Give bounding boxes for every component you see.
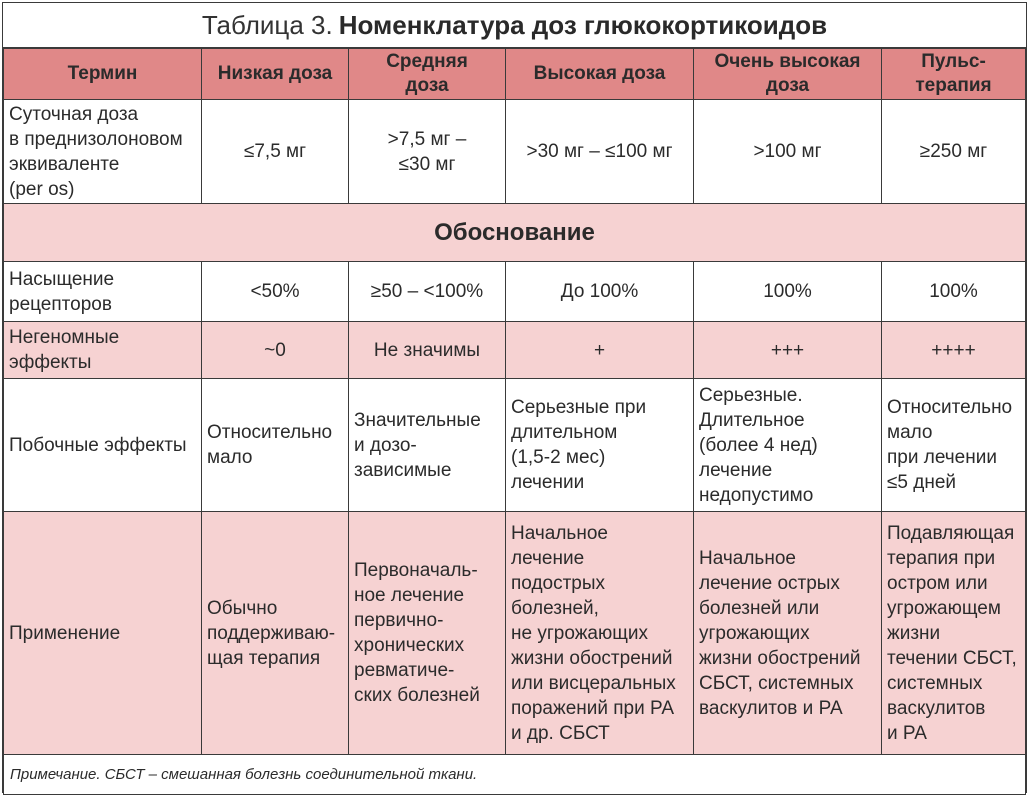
cell: ≥250 мг [882,100,1026,204]
cell: Начальное лечение подострых болезней, не угрожающих жизни обострений или висцеральных поражений при РА и др. СБСТ [506,512,694,755]
table-row [4,322,1026,379]
cell: >30 мг – ≤100 мг [506,100,694,204]
table-row [4,100,1026,204]
cell: Не значимы [349,322,506,379]
cell: >7,5 мг – ≤30 мг [349,100,506,204]
cell: ++++ [882,322,1026,379]
header-medium-dose: Средняя доза [349,49,506,100]
table-row [4,379,1026,512]
row-label-receptor-saturation: Насыщение рецепторов [4,262,202,322]
cell: Подавляющая терапия при остром или угрожающем жизни течении СБСТ, системных васкулитов и РА [882,512,1026,755]
table-frame [2,2,1027,793]
table-title-main: Номенклатура доз глюкокортикоидов [338,9,828,40]
cell: Обычно поддерживаю- щая терапия [202,512,349,755]
cell: ≤7,5 мг [202,100,349,204]
cell: >100 мг [694,100,882,204]
cell: Относительно мало при лечении ≤5 дней [882,379,1026,512]
table-row [4,262,1026,322]
cell: До 100% [506,262,694,322]
table-title [3,3,1026,48]
table-row [4,512,1026,755]
cell: 100% [882,262,1026,322]
cell: ~0 [202,322,349,379]
header-high-dose: Высокая доза [506,49,694,100]
cell: + [506,322,694,379]
section-row [4,204,1026,262]
cell: Серьезные. Длительное (более 4 нед) лечение недопустимо [694,379,882,512]
header-pulse-therapy: Пульс- терапия [882,49,1026,100]
cell: Относительно мало [202,379,349,512]
header-term: Термин [4,49,202,100]
header-very-high-dose: Очень высокая доза [694,49,882,100]
cell: +++ [694,322,882,379]
cell: Первоначаль- ное лечение первично- хронических ревматиче- ских болезней [349,512,506,755]
note-row [4,755,1026,795]
dose-nomenclature-table [3,48,1026,795]
cell: <50% [202,262,349,322]
section-title: Обоснование [4,204,1026,262]
table-note: Примечание. СБСТ – смешанная болезнь соединительной ткани. [4,755,1026,795]
row-label-daily-dose: Суточная доза в преднизолоновом эквиваленте (per os) [4,100,202,204]
row-label-side-effects: Побочные эффекты [4,379,202,512]
table-title-prefix: Таблица 3. [201,9,333,40]
cell: Начальное лечение острых болезней или угрожающих жизни обострений СБСТ, системных васкулитов и РА [694,512,882,755]
row-label-nongenomic-effects: Негеномные эффекты [4,322,202,379]
cell: 100% [694,262,882,322]
header-low-dose: Низкая доза [202,49,349,100]
cell: ≥50 – <100% [349,262,506,322]
cell: Серьезные при длительном (1,5-2 мес) лечении [506,379,694,512]
cell: Значительные и дозо- зависимые [349,379,506,512]
header-row [4,49,1026,100]
row-label-application: Применение [4,512,202,755]
